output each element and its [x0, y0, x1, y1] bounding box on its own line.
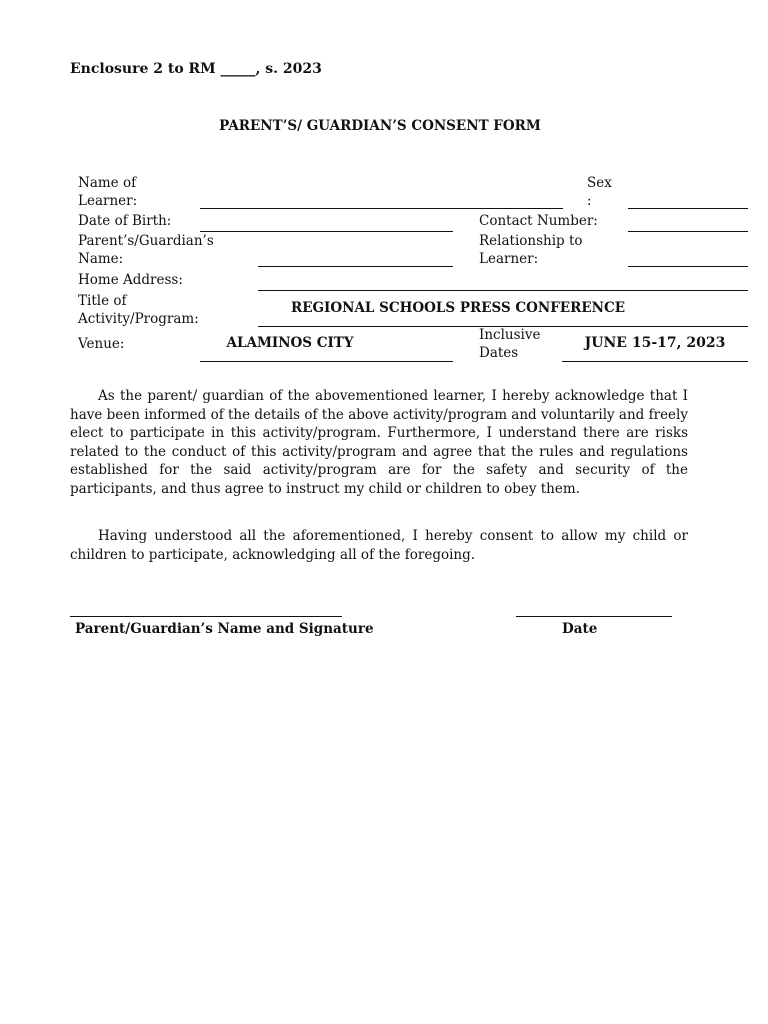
contact-number-field[interactable]: [628, 231, 748, 232]
date-of-birth-label: Date of Birth:: [78, 213, 172, 229]
inclusive-dates-value: JUNE 15-17, 2023: [584, 335, 726, 351]
guardian-signature-label: Parent/Guardian’s Name and Signature: [75, 621, 374, 637]
enclosure-reference: Enclosure 2 to RM _____, s. 2023: [70, 61, 322, 77]
venue-value: ALAMINOS CITY: [226, 335, 354, 351]
venue-field[interactable]: [200, 361, 453, 362]
consent-paragraph: Having understood all the aforementioned, I hereby consent to allow my child or children to participate, acknowledging all of the foregoing.: [70, 528, 688, 563]
contact-number-label: Contact Number:: [479, 213, 598, 229]
acknowledgment-paragraph: As the parent/ guardian of the abovementioned learner, I hereby acknowledge that I have been informed of the details of the above activity/program and voluntarily and freely elect to participate in this activity/program. Furthermore, I understand there are risks related to the conduct of this activity/program and agree that the rules and regulations established for the said activity/program are for the safety and security of the participants, and thus agree to instruct my child or children to obey them.: [70, 388, 688, 497]
home-address-field[interactable]: [258, 290, 748, 291]
activity-title-label: Title of Activity/Program:: [78, 293, 199, 327]
guardian-name-label: Parent’s/Guardian’s Name:: [78, 233, 214, 267]
inclusive-dates-label: Inclusive Dates: [479, 327, 541, 361]
home-address-label: Home Address:: [78, 272, 183, 288]
date-of-birth-field[interactable]: [200, 231, 453, 232]
sex-label: Sex :: [587, 175, 612, 209]
signature-date-line[interactable]: [516, 616, 672, 617]
guardian-name-field[interactable]: [258, 266, 453, 267]
learner-name-label: Name of Learner:: [78, 175, 138, 209]
signature-date-label: Date: [562, 621, 598, 637]
guardian-signature-line[interactable]: [70, 616, 342, 617]
relationship-field[interactable]: [628, 266, 748, 267]
form-title: PARENT’S/ GUARDIAN’S CONSENT FORM: [219, 118, 541, 134]
relationship-label: Relationship to Learner:: [479, 233, 583, 267]
venue-label: Venue:: [78, 336, 125, 352]
learner-name-field[interactable]: [200, 208, 563, 209]
inclusive-dates-field[interactable]: [562, 361, 748, 362]
activity-title-value: REGIONAL SCHOOLS PRESS CONFERENCE: [291, 300, 625, 316]
sex-field[interactable]: [628, 208, 748, 209]
